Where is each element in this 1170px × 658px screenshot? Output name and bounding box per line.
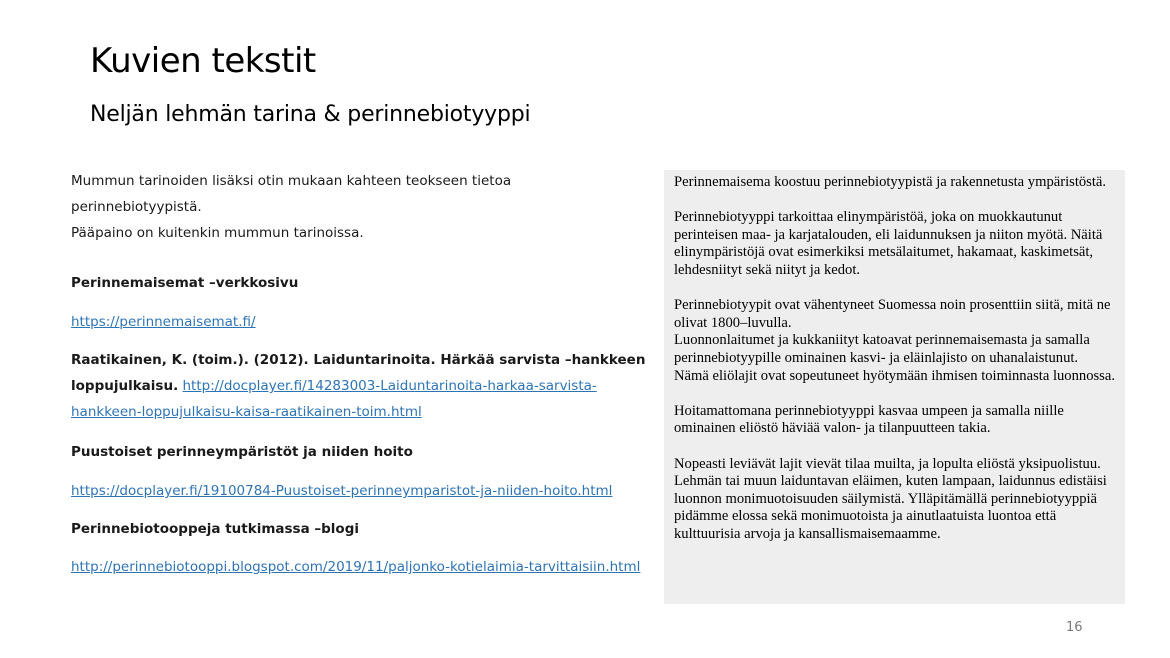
reference-link[interactable]: http://perinnebiotooppi.blogspot.com/2019/11/paljonko-kotielaimia-tarvittaisiin.html [71,559,641,575]
reference-item [71,270,646,296]
reference-link-block [71,309,646,335]
slide-subtitle: Neljän lehmän tarina & perinnebiotyyppi [90,102,531,127]
intro-line: Pääpaino on kuitenkin mummun tarinoissa. [71,225,364,241]
info-paragraph: Nopeasti leviävät lajit vievät tilaa muilta, ja lopulta eliöstä yksipuolistuu. Lehmän tai muun laiduntavan eläimen, kuten lampaan, laidunnus edistäisi luonnon monimuotoisuuden säilymistä. Ylläpitämällä perinnebiotyyppiä pidämme elossa sekä monimuotoista ja ainutlaatuista luontoa että kulttuurisia arvoja ja kansallismaisemaamme. [674,455,1107,542]
reference-title: loppujulkaisu. [71,378,179,394]
reference-link-block [71,478,646,504]
info-box [664,170,1125,604]
reference-title: Raatikainen, K. (toim.). (2012). Laiduntarinoita. Härkää sarvista –hankkeen [71,352,646,368]
page-number: 16 [1066,620,1083,635]
info-paragraph: Perinnebiotyyppi tarkoittaa elinympäristöä, joka on muokkautunut perinteisen maa- ja karjatalouden, eli laidunnuksen ja niiton myötä. Näitä elinympäristöjä ovat esimerkiksi metsälaitumet, hakamaat, kaskimetsät, lehdesniityt sekä niityt ja kedot. [674,209,1103,278]
info-sentence: Luonnonlaitumet ja kukkaniityt katoavat perinnemaisemasta ja samalla perinnebiotyypille ominainen kasvi- ja eläinlajisto on uhanalaistunut. Nämä eliölajit ovat sopeutuneet hyötymään ihmisen toiminnasta luonnossa. [674,332,1115,384]
reference-link[interactable]: https://perinnemaisemat.fi/ [71,314,256,330]
reference-title: Perinnemaisemat –verkkosivu [71,275,299,291]
reference-item [71,347,646,425]
reference-link[interactable]: https://docplayer.fi/19100784-Puustoiset-perinneymparistot-ja-niiden-hoito.html [71,483,613,499]
references-column [71,168,646,575]
reference-title: Puustoiset perinneympäristöt ja niiden hoito [71,444,413,460]
intro-text [71,168,646,246]
slide-title: Kuvien tekstit [90,41,316,81]
reference-link[interactable]: hankkeen-loppujulkaisu-kaisa-raatikainen-toim.html [71,404,422,420]
reference-item [71,439,646,465]
info-paragraph: Hoitamattomana perinnebiotyyppi kasvaa umpeen ja samalla niille ominainen eliöstö häviää valon- ja tilanpuutteen takia. [674,402,1064,437]
intro-line: Mummun tarinoiden lisäksi otin mukaan kahteen teokseen tietoa perinnebiotyypistä. [71,173,512,215]
info-paragraph [674,297,1115,385]
reference-link[interactable]: http://docplayer.fi/14283003-Laiduntarinoita-harkaa-sarvista- [182,378,597,394]
info-sentence: Perinnebiotyypit ovat vähentyneet Suomessa noin prosenttiin siitä, mitä ne olivat 1800–luvulla. [674,297,1111,331]
info-paragraph: Perinnemaisema koostuu perinnebiotyypistä ja rakennetusta ympäristöstä. [674,174,1107,190]
reference-title: Perinnebiotooppeja tutkimassa –blogi [71,521,359,537]
reference-link-block [71,554,646,580]
reference-item [71,516,646,542]
